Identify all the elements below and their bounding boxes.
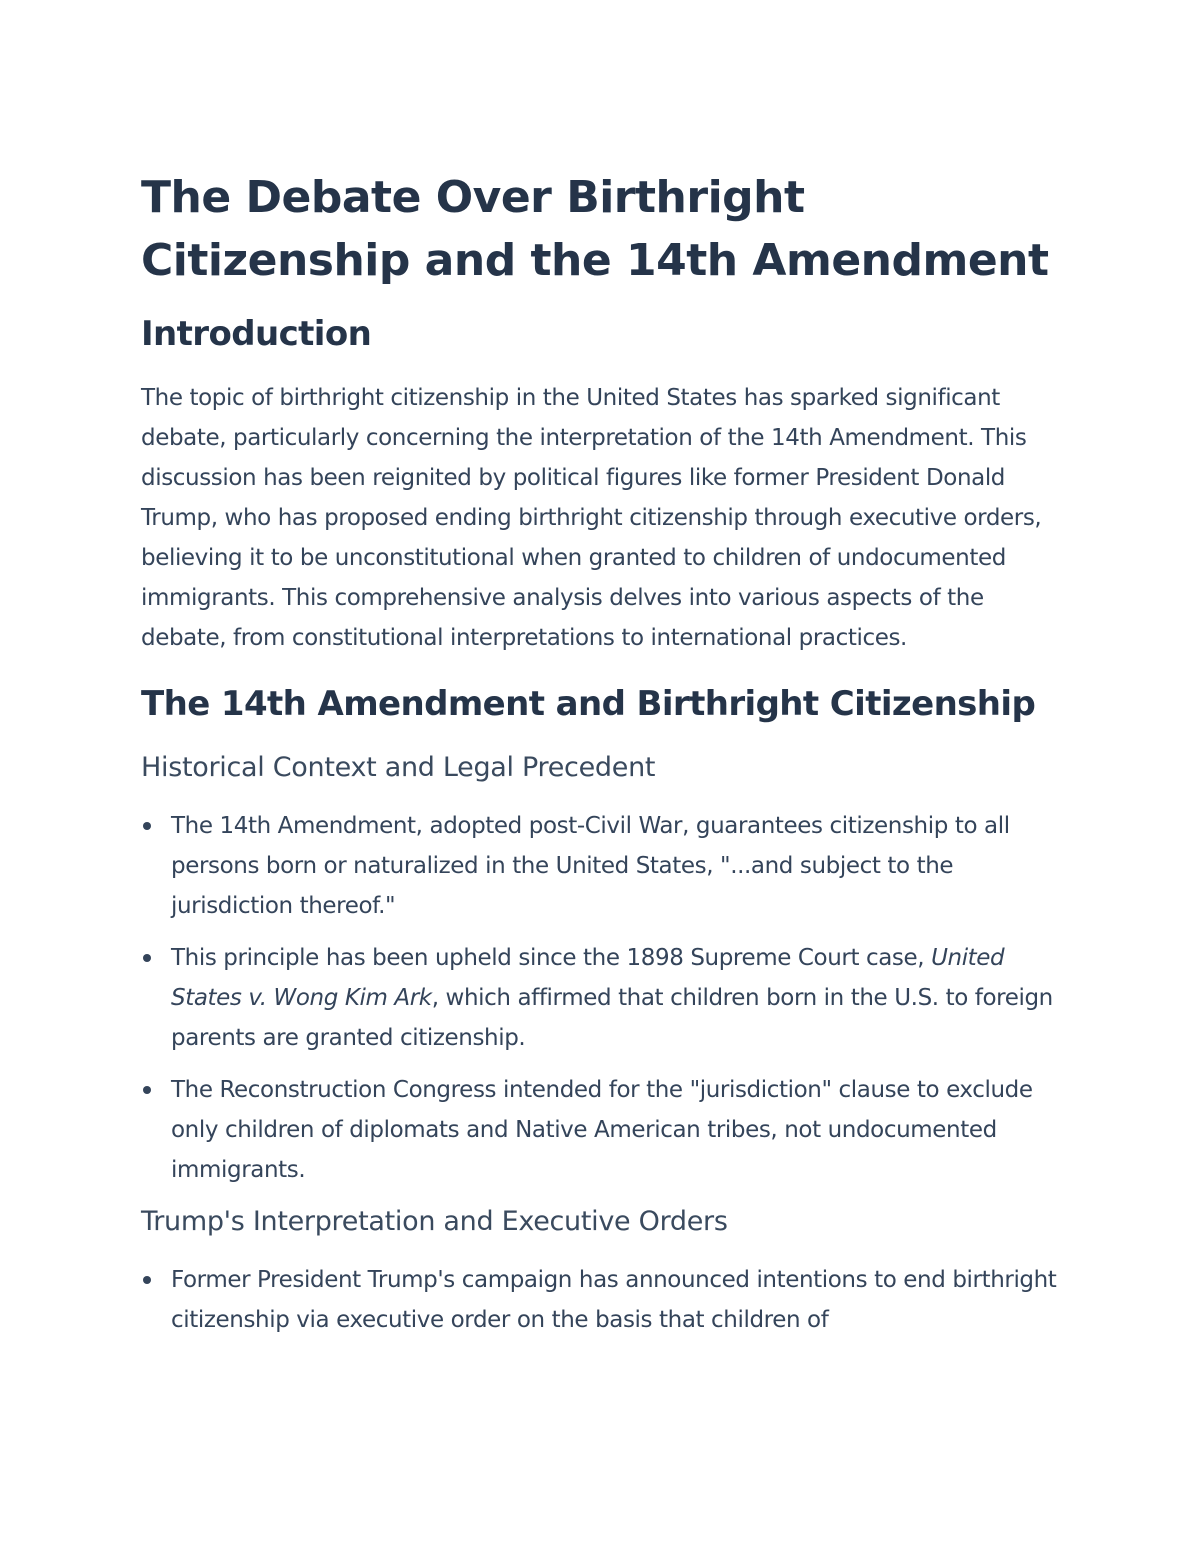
list-item-text-end: , which affirmed that children born in the U.S. to foreign parents are granted citizenship. [171,985,1053,1051]
list-item-text: The 14th Amendment, adopted post-Civil War, guarantees citizenship to all persons born or naturalized in the United States, "...and subject to the jurisdiction thereof." [171,813,1010,919]
historical-context-list [141,806,1061,1190]
list-item [141,806,1061,926]
list-item [141,938,1061,1058]
list-item-text-start: This principle has been upheld since the 1898 Supreme Court case, [171,945,932,971]
introduction-heading: Introduction [141,314,372,354]
list-item-text: The Reconstruction Congress intended for the "jurisdiction" clause to exclude only children of diplomats and Native American tribes, not undocumented immigrants. [171,1077,1033,1183]
historical-context-heading: Historical Context and Legal Precedent [141,752,656,783]
bullet-icon [143,954,151,962]
bullet-icon [143,822,151,830]
bullet-icon [143,1086,151,1094]
list-item [141,1070,1061,1190]
amendment-section-heading: The 14th Amendment and Birthright Citizenship [141,684,1036,724]
document-page [141,166,1061,1352]
trump-interpretation-heading: Trump's Interpretation and Executive Orders [141,1206,728,1237]
trump-interpretation-list [141,1260,1061,1340]
list-item-text: Former President Trump's campaign has announced intentions to end birthright citizenship via executive order on the basis that children of [171,1267,1057,1333]
case-name: United States v. Wong Kim Ark [171,945,1005,1011]
document-title: The Debate Over Birthright Citizenship and the 14th Amendment [141,172,1049,286]
list-item [141,1260,1061,1340]
introduction-paragraph: The topic of birthright citizenship in the United States has sparked significant debate, particularly concerning the interpretation of the 14th Amendment. This discussion has been reignited by political figures like former President Donald Trump, who has proposed ending birthright citizenship through executive orders, believing it to be unconstitutional when granted to children of undocumented immigrants. This comprehensive analysis delves into various aspects of the debate, from constitutional interpretations to international practices. [141,385,1042,651]
bullet-icon [143,1276,151,1284]
